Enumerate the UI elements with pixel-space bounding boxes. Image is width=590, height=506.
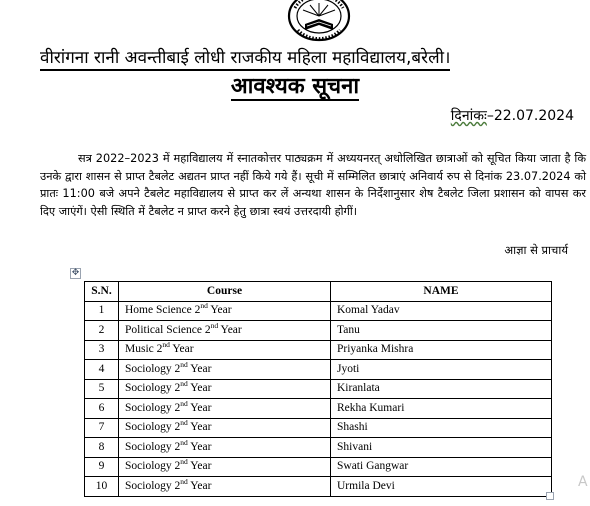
table-row bbox=[85, 379, 552, 399]
notice-body: सत्र 2022–2023 में महाविद्यालय में स्नातकोत्तर पाठ्यक्रम में अध्ययनरत् अधोलिखित छात्राओं को सूचित किया जाता है कि उनके द्वारा शासन से प्राप्त टैबलेट अद्यतन प्राप्त नहीं किये गये हैं। सूची में सम्मिलित छात्राएं अनिवार्य रुप से दिनांक 23.07.2024 को प्रातः 11:00 बजे अपने टैबलेट महाविद्यालय से प्राप्त कर लें अन्यथा शासन के निर्देशानुसार शेष टैबलेट जिला प्रशासन को वापस कर दिए जाएंगें। ऐसी स्थिति में टैबलेट न प्राप्त करने हेतु छात्रा स्वयं उत्तरदायी होगीं। bbox=[40, 152, 586, 218]
table-row bbox=[85, 321, 552, 341]
table-move-handle-icon[interactable]: ✥ bbox=[71, 268, 80, 278]
row-course: Sociology 2nd Year bbox=[119, 457, 331, 477]
header-name: NAME bbox=[331, 282, 552, 302]
header-course: Course bbox=[119, 282, 331, 302]
row-name: Rekha Kumari bbox=[331, 399, 552, 419]
row-sn: 6 bbox=[85, 399, 119, 419]
table-row bbox=[85, 477, 552, 497]
table-row bbox=[85, 457, 552, 477]
row-name: Komal Yadav bbox=[331, 301, 552, 321]
row-name: Kiranlata bbox=[331, 379, 552, 399]
row-course: Sociology 2nd Year bbox=[119, 438, 331, 458]
table-row bbox=[85, 438, 552, 458]
header-sn: S.N. bbox=[85, 282, 119, 302]
college-name: वीरांगना रानी अवन्तीबाई लोधी राजकीय महिला महाविद्यालय,बरेली। bbox=[40, 45, 585, 71]
student-table bbox=[84, 281, 552, 497]
signature: आज्ञा से प्राचार्य bbox=[504, 243, 568, 257]
table-header-row bbox=[85, 282, 552, 302]
row-sn: 5 bbox=[85, 379, 119, 399]
row-course: Sociology 2nd Year bbox=[119, 418, 331, 438]
notice-title: आवश्यक सूचना bbox=[230, 74, 360, 99]
row-course: Music 2nd Year bbox=[119, 340, 331, 360]
row-name: Tanu bbox=[331, 321, 552, 341]
date-value: –22.07.2024 bbox=[486, 108, 574, 124]
row-name: Priyanka Mishra bbox=[331, 340, 552, 360]
row-sn: 8 bbox=[85, 438, 119, 458]
row-sn: 3 bbox=[85, 340, 119, 360]
row-sn: 9 bbox=[85, 457, 119, 477]
row-sn: 4 bbox=[85, 360, 119, 380]
row-name: Shashi bbox=[331, 418, 552, 438]
row-course: Sociology 2nd Year bbox=[119, 360, 331, 380]
row-course: Sociology 2nd Year bbox=[119, 379, 331, 399]
row-course: Sociology 2nd Year bbox=[119, 399, 331, 419]
row-course: Home Science 2nd Year bbox=[119, 301, 331, 321]
date-label: दिनांकः bbox=[450, 108, 487, 124]
row-sn: 7 bbox=[85, 418, 119, 438]
table-resize-handle[interactable] bbox=[546, 492, 554, 500]
row-sn: 1 bbox=[85, 301, 119, 321]
table-row bbox=[85, 399, 552, 419]
row-course: Sociology 2nd Year bbox=[119, 477, 331, 497]
notice-date bbox=[451, 106, 574, 126]
row-sn: 10 bbox=[85, 477, 119, 497]
emblem-icon bbox=[286, 0, 352, 44]
table-row bbox=[85, 301, 552, 321]
table-row bbox=[85, 418, 552, 438]
row-sn: 2 bbox=[85, 321, 119, 341]
row-name: Urmila Devi bbox=[331, 477, 552, 497]
watermark-text: A bbox=[578, 474, 588, 490]
row-name: Shivani bbox=[331, 438, 552, 458]
table-row bbox=[85, 340, 552, 360]
table-row bbox=[85, 360, 552, 380]
row-name: Jyoti bbox=[331, 360, 552, 380]
row-name: Swati Gangwar bbox=[331, 457, 552, 477]
college-logo bbox=[286, 0, 352, 44]
row-course: Political Science 2nd Year bbox=[119, 321, 331, 341]
